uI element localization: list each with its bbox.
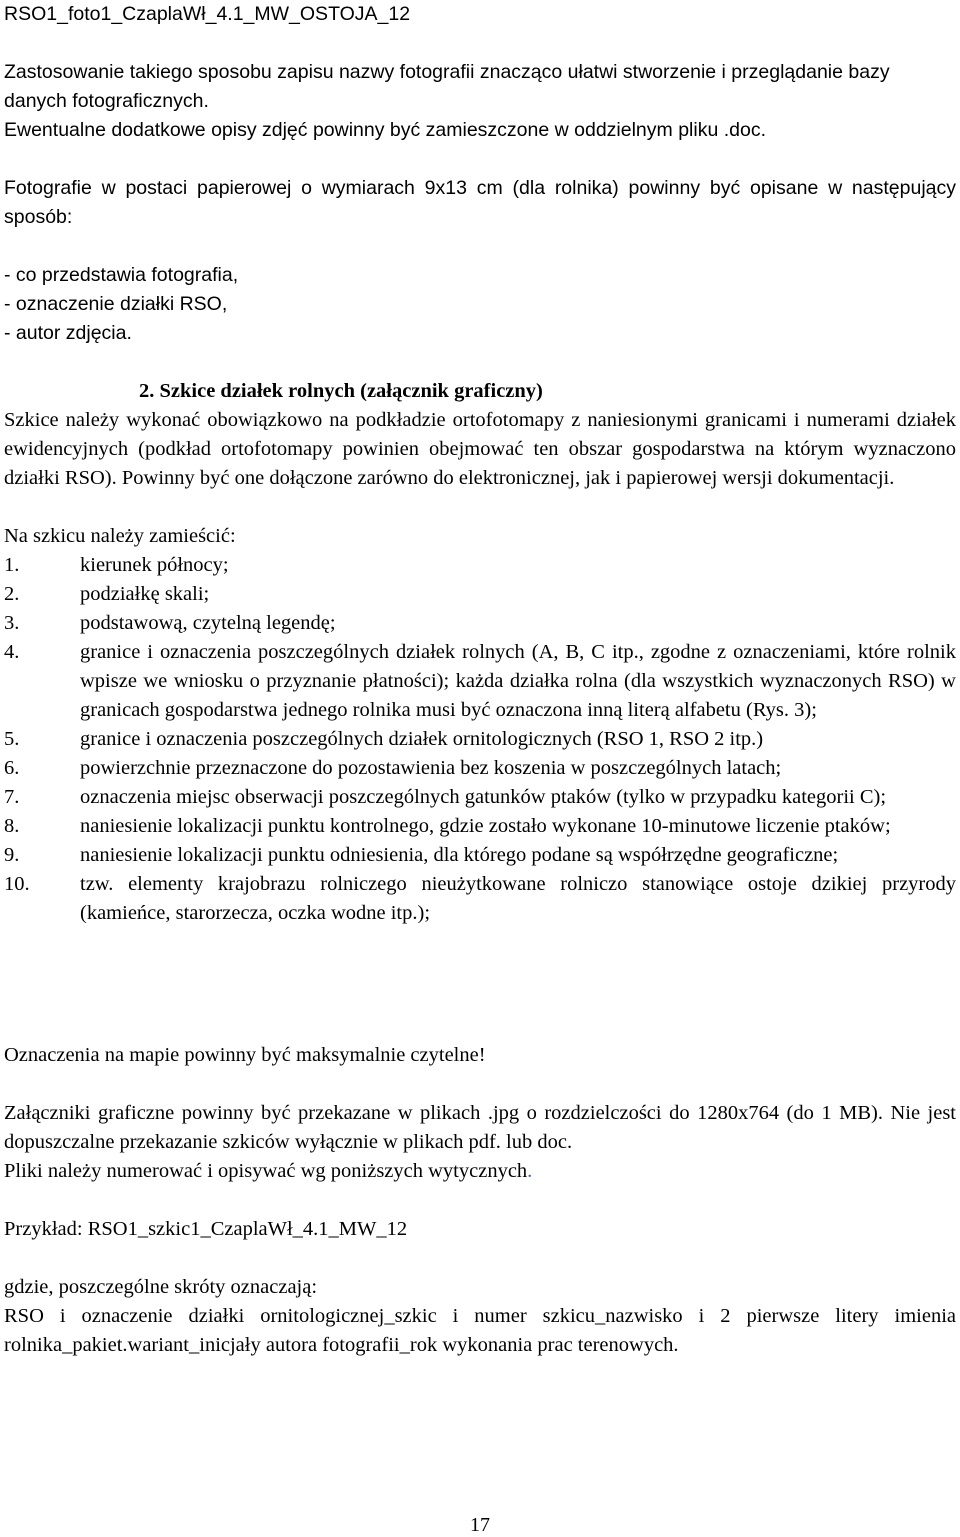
list-item-number: 7. [4, 786, 20, 808]
list-item-text: granice i oznaczenia poszczególnych działek ornitologicznych (RSO 1, RSO 2 itp.) [80, 728, 764, 750]
map-legibility-note: Oznaczenia na mapie powinny być maksymalnie czytelne! [4, 1044, 486, 1066]
list-item-text: oznaczenia miejsc obserwacji poszczególnych gatunków ptaków (tylko w przypadku kategorii C); [80, 786, 887, 808]
intro-paragraph-2: Ewentualne dodatkowe opisy zdjęć powinny być zamieszczone w oddzielnym pliku .doc. [4, 119, 766, 141]
paper-photo-items-list [4, 261, 956, 348]
sketch-filename-example: Przykład: RSO1_szkic1_CzaplaWł_4.1_MW_12 [4, 1218, 408, 1240]
list-item-number: 2. [4, 583, 20, 605]
paper-photos-paragraph: Fotografie w postaci papierowej o wymiarach 9x13 cm (dla rolnika) powinny być opisane w następujący sposób: [4, 177, 956, 228]
list-item-number: 1. [4, 554, 20, 576]
list-item-number: 9. [4, 844, 20, 866]
list-item-text: podstawową, czytelną legendę; [80, 612, 336, 634]
list-item-text: naniesienie lokalizacji punktu odniesienia, dla którego podane są współrzędne geograficzne; [80, 844, 839, 866]
list-item-number: 10. [4, 873, 30, 895]
list-item [4, 638, 956, 725]
list-item: - co przedstawia fotografia, [4, 264, 239, 286]
sketch-items-list [4, 551, 956, 928]
list-item-text: tzw. elementy krajobrazu rolniczego nieużytkowane rolniczo stanowiące ostoje dzikiej przyrody (kamieńce, starorzecza, oczka wodne itp.); [80, 873, 956, 924]
list-item [4, 812, 956, 841]
attachments-paragraph: Załączniki graficzne powinny być przekazane w plikach .jpg o rozdzielczości do 1280x764 (do 1 MB). Nie jest dopuszczalne przekazanie szkiców wyłącznie w plikach pdf. lub doc. [4, 1102, 956, 1153]
section-heading: 2. Szkice działek rolnych (załącznik graficzny) [139, 380, 543, 402]
list-item [4, 551, 956, 580]
section-paragraph: Szkice należy wykonać obowiązkowo na podkładzie ortofotomapy z naniesionymi granicami i numerami działek ewidencyjnych (podkład ortofotomapy powinien obejmować ten obszar gospodarstwa na którym wyznaczono działki RSO). Powinny być one dołączone zarówno do elektronicznej, jak i papierowej wersji dokumentacji. [4, 409, 956, 489]
list-item [4, 754, 956, 783]
list-item-text: kierunek północy; [80, 554, 229, 576]
numbering-sentence-end: . [527, 1160, 533, 1182]
abbreviations-explanation: RSO i oznaczenie działki ornitologicznej_szkic i numer szkicu_nazwisko i 2 pierwsze litery imienia rolnika_pakiet.wariant_inicjały autora fotografii_rok wykonania prac terenowych. [4, 1305, 956, 1356]
list-item-text: podziałkę skali; [80, 583, 210, 605]
list-item-text: granice i oznaczenia poszczególnych działek rolnych (A, B, C itp., zgodne z oznaczeniami, które rolnik wpisze we wniosku o przyznanie płatności); każda działka rolna (dla wszystkich wyznaczonych RSO) w granicach gospodarstwa jednego rolnika musi być oznaczona inną literą alfabetu (Rys. 3); [80, 641, 956, 721]
numbering-sentence [4, 1157, 956, 1186]
list-item [4, 725, 956, 754]
list-item-number: 6. [4, 757, 20, 779]
page-number: 17 [470, 1514, 490, 1536]
intro-paragraph-1: Zastosowanie takiego sposobu zapisu nazwy fotografii znacząco ułatwi stworzenie i przeglądanie bazy danych fotograficznych. [4, 61, 890, 112]
numbering-sentence-text: Pliki należy numerować i opisywać wg poniższych wytycznych [4, 1160, 528, 1182]
list-item: - oznaczenie działki RSO, [4, 293, 228, 315]
list-item [4, 841, 956, 870]
list-item-text: naniesienie lokalizacji punktu kontrolnego, gdzie zostało wykonane 10-minutowe liczenie ptaków; [80, 815, 891, 837]
list-item-number: 3. [4, 612, 20, 634]
list-item [4, 870, 956, 928]
sketch-intro: Na szkicu należy zamieścić: [4, 525, 236, 547]
list-item-text: powierzchnie przeznaczone do pozostawienia bez koszenia w poszczególnych latach; [80, 757, 782, 779]
list-item-number: 5. [4, 728, 20, 750]
list-item [4, 609, 956, 638]
list-item [4, 783, 956, 812]
abbreviations-intro: gdzie, poszczególne skróty oznaczają: [4, 1276, 318, 1298]
photo-filename-example: RSO1_foto1_CzaplaWł_4.1_MW_OSTOJA_12 [4, 3, 411, 25]
list-item [4, 580, 956, 609]
list-item-number: 8. [4, 815, 20, 837]
list-item: - autor zdjęcia. [4, 322, 132, 344]
list-item-number: 4. [4, 641, 20, 663]
intro-paragraph [4, 58, 956, 145]
